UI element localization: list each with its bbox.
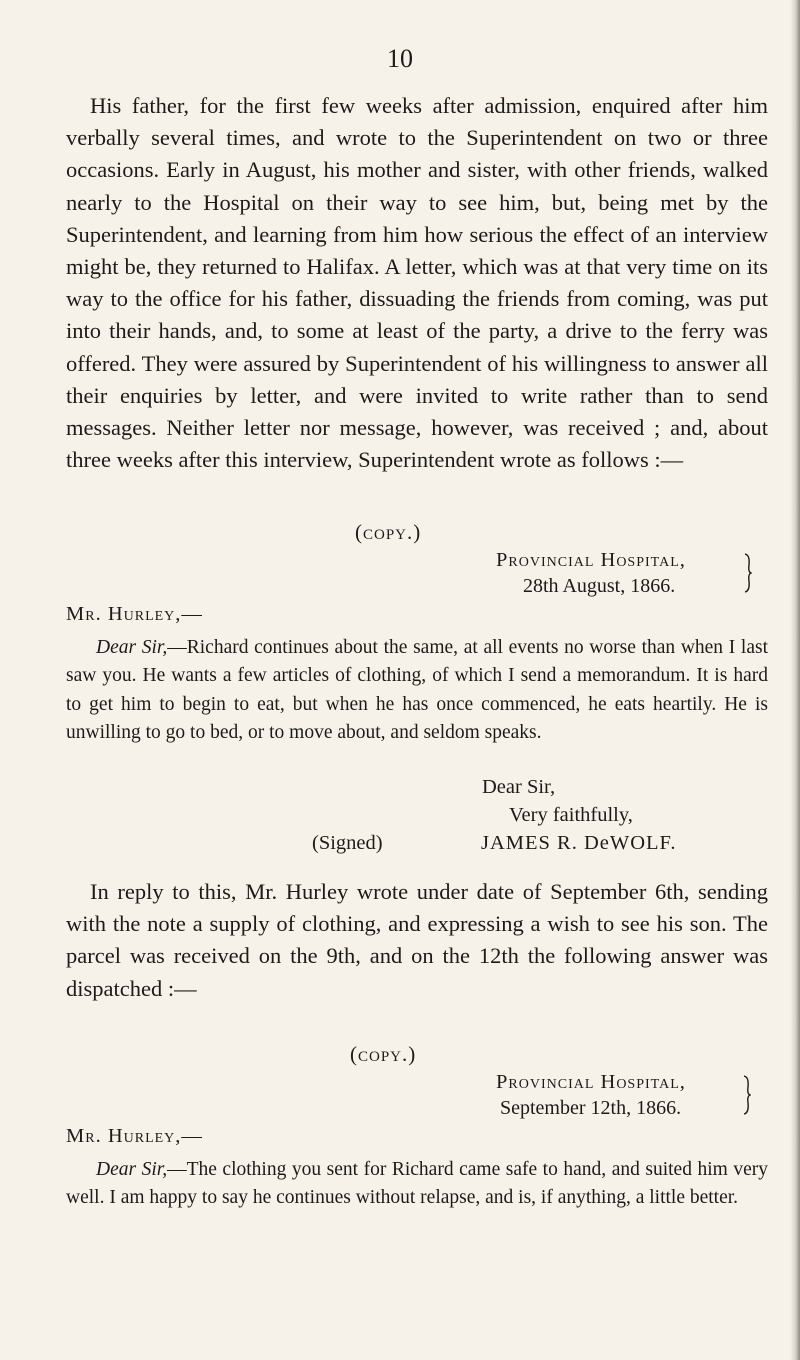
letter-1-closing-2: Very faithfully,: [509, 804, 633, 826]
letter-1-salutation: Dear Sir,: [96, 637, 168, 658]
letter-2-addressee: Mr. Hurley,—: [66, 1125, 203, 1147]
paragraph-2: In reply to this, Mr. Hurley wrote under date of September 6th, sending with the note a supply of clothing, and expressing a wish to see his son. The parcel was received on the 9th, and on the 12th the following answer was dispatched :—: [66, 879, 768, 1001]
page-edge-shadow: [790, 0, 800, 1360]
page-number: 10: [387, 44, 413, 73]
letter-2-text: —The clothing you sent for Richard came safe to hand, and suited him very well. I am happy to say he continues without relapse, and is, if anything, a little better.: [66, 1159, 768, 1209]
letter-1-text: —Richard continues about the same, at all events no worse than when I last saw you. He wants a few articles of clothing, of which I send a memorandum. It is hard to get him to begin to eat, but when he has once commenced, he eats heartily. He is unwilling to go to bed, or to move about, and seldom speaks.: [66, 637, 768, 744]
letter-1-signed-label: (Signed): [312, 832, 383, 854]
letter-2-body: [66, 1156, 768, 1213]
letter-1-institution: Provincial Hospital,: [496, 549, 686, 571]
paragraph-1: His father, for the first few weeks after admission, enquired after him verbally several times, and wrote to the Superintendent on two or three occasions. Early in August, his mother and sister, with other friends, walked nearly to the Hospital on their way to see him, but, being met by the Superintendent, and learning from him how serious the effect of an interview might be, they returned to Halifax. A letter, which was at that very time on its way to the office for his father, dissuading the friends from coming, was put into their hands, and, to some at least of the party, a drive to the ferry was offered. They were assured by Superintendent of his willingness to answer all their enquiries by letter, and were invited to write rather than to send messages. Neither letter nor message, however, was received ; and, about three weeks after this interview, Superintendent wrote as follows :—: [66, 93, 768, 473]
copy-label-1: (copy.): [355, 520, 422, 544]
letter-1-addressee: Mr. Hurley,—: [66, 603, 203, 625]
letter-1-date: 28th August, 1866.: [523, 575, 676, 597]
letter-2-brace: [743, 1075, 751, 1115]
letter-2-date: September 12th, 1866.: [500, 1097, 682, 1119]
letter-1-signature: JAMES R. DeWOLF.: [481, 832, 677, 854]
letter-1-brace: [744, 553, 752, 593]
letter-1-body: [66, 634, 768, 748]
copy-label-2: (copy.): [350, 1042, 417, 1066]
letter-2-institution: Provincial Hospital,: [496, 1071, 686, 1093]
letter-2-salutation: Dear Sir,: [96, 1159, 168, 1180]
letter-1-closing-1: Dear Sir,: [482, 776, 556, 798]
